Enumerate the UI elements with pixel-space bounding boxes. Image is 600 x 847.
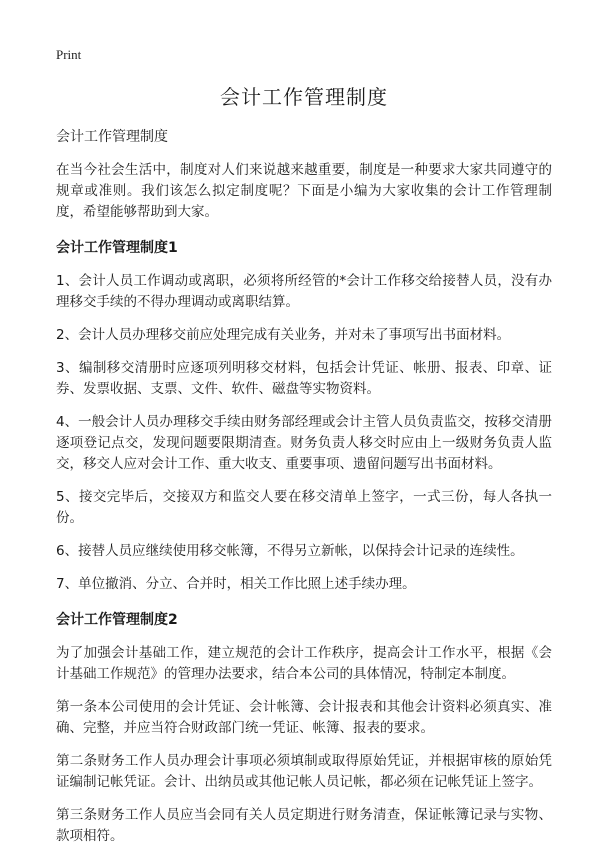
section1-item: 2、会计人员办理移交前应处理完成有关业务，并对未了事项写出书面材料。 (56, 327, 511, 343)
page-title: 会计工作管理制度 (220, 85, 388, 109)
section2-item: 第二条财务工作人员办理会计事项必须填制或取得原始凭证，并根据审核的原始凭证编制记帐凭证。会计、出纳员或其他记帐人员记帐，都必须在记帐凭证上签字。 (56, 753, 552, 790)
section1-item: 1、会计人员工作调动或离职，必须将所经管的*会计工作移交给接替人员，没有办理移交手续的不得办理调动或离职结算。 (56, 273, 552, 310)
section1-item: 5、接交完毕后，交接双方和监交人要在移交清单上签字，一式三份，每人各执一份。 (56, 489, 552, 526)
section2-item: 第三条财务工作人员应当会同有关人员定期进行财务清查，保证帐簿记录与实物、款项相符。 (56, 807, 552, 844)
section1-item: 4、一般会计人员办理移交手续由财务部经理或会计主管人员负责监交，按移交清册逐项登记点交，发现问题要限期清查。财务负责人移交时应由上一级财务负责人监交，移交人应对会计工作、重大收支、重要事项、遗留问题写出书面材料。 (56, 414, 552, 472)
section2-item: 第一条本公司使用的会计凭证、会计帐簿、会计报表和其他会计资料必须真实、准确、完整，并应当符合财政部门统一凭证、帐簿、报表的要求。 (56, 699, 552, 736)
document-subtitle: 会计工作管理制度 (56, 129, 168, 145)
print-link[interactable]: Print (56, 47, 82, 62)
section-heading-2: 会计工作管理制度2 (56, 612, 178, 628)
section1-item: 6、接替人员应继续使用移交帐簿，不得另立新帐，以保持会计记录的连续性。 (56, 543, 524, 559)
section-heading-1: 会计工作管理制度1 (56, 240, 178, 256)
section1-item: 7、单位撤消、分立、合并时，相关工作比照上述手续办理。 (56, 576, 416, 592)
section1-item: 3、编制移交清册时应逐项列明移交材料，包括会计凭证、帐册、报表、印章、证券、发票收据、支票、文件、软件、磁盘等实物资料。 (56, 360, 552, 397)
section2-item: 为了加强会计基础工作，建立规范的会计工作秩序，提高会计工作水平，根据《会计基础工作规范》的管理办法要求，结合本公司的具体情况，特制定本制度。 (56, 645, 552, 682)
intro-paragraph: 在当今社会生活中，制度对人们来说越来越重要，制度是一种要求大家共同遵守的规章或准则。我们该怎么拟定制度呢？下面是小编为大家收集的会计工作管理制度，希望能够帮助到大家。 (56, 162, 552, 220)
